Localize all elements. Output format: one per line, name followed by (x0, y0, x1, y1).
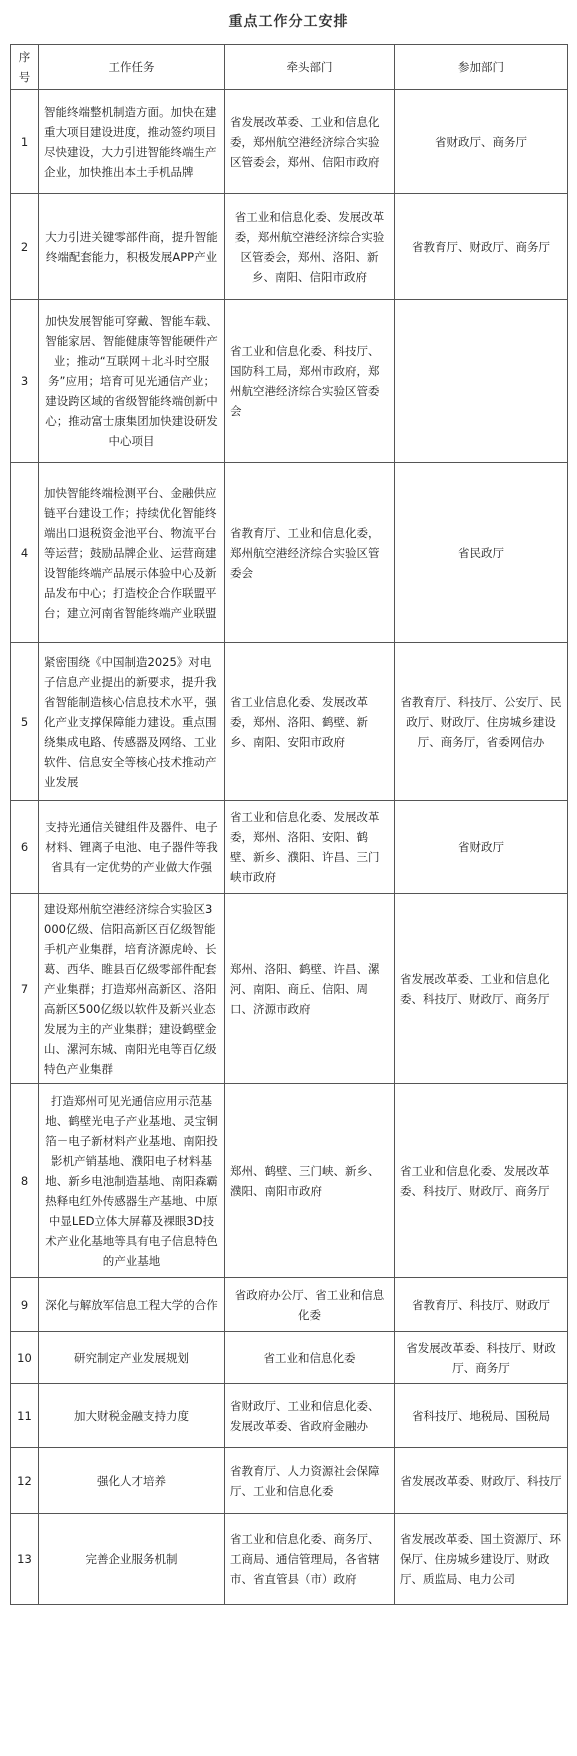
page-title: 重点工作分工安排 (228, 14, 349, 30)
cell-lead: 省工业和信息化委、商务厅、工商局、通信管理局，各省辖市、省直管县（市）政府 (225, 1514, 395, 1605)
cell-no: 9 (11, 1278, 39, 1332)
cell-participants: 省教育厅、财政厅、商务厅 (395, 194, 568, 300)
column-header-participants: 参加部门 (395, 45, 568, 90)
table-row (11, 1514, 568, 1605)
column-header-task: 工作任务 (39, 45, 225, 90)
cell-task: 建设郑州航空港经济综合实验区3000亿级、信阳高新区百亿级智能手机产业集群，培育济源虎岭、长葛、西华、睢县百亿级零部件配套产业集群；打造郑州高新区、洛阳高新区500亿级以软件及新兴业态发展为主的产业集群；建设鹤壁金山、漯河东城、南阳光电等百亿级特色产业集群 (39, 894, 225, 1084)
table-row (11, 1278, 568, 1332)
cell-no: 7 (11, 894, 39, 1084)
column-header-lead: 牵头部门 (225, 45, 395, 90)
table-row (11, 1084, 568, 1278)
cell-participants (395, 300, 568, 463)
cell-task: 强化人才培养 (39, 1448, 225, 1514)
column-header-no: 序号 (11, 45, 39, 90)
table-row (11, 463, 568, 643)
cell-lead: 省工业和信息化委、发展改革委，郑州航空港经济综合实验区管委会，郑州、洛阳、新乡、南阳、信阳市政府 (225, 194, 395, 300)
cell-lead: 郑州、洛阳、鹤壁、许昌、漯河、南阳、商丘、信阳、周口、济源市政府 (225, 894, 395, 1084)
cell-participants: 省发展改革委、财政厅、科技厅 (395, 1448, 568, 1514)
cell-task: 加快发展智能可穿戴、智能车载、智能家居、智能健康等智能硬件产业；推动“互联网＋北斗时空服务”应用；培育可见光通信产业；建设跨区域的省级智能终端创新中心；推动富士康集团加快建设研发中心项目 (39, 300, 225, 463)
cell-task: 大力引进关键零部件商，提升智能终端配套能力，积极发展APP产业 (39, 194, 225, 300)
cell-participants: 省发展改革委、国土资源厅、环保厅、住房城乡建设厅、财政厅、质监局、电力公司 (395, 1514, 568, 1605)
table-row (11, 90, 568, 194)
cell-lead: 省政府办公厅、省工业和信息化委 (225, 1278, 395, 1332)
table-row (11, 643, 568, 801)
cell-task: 研究制定产业发展规划 (39, 1332, 225, 1384)
cell-task: 加大财税金融支持力度 (39, 1384, 225, 1448)
cell-no: 4 (11, 463, 39, 643)
table-row (11, 894, 568, 1084)
cell-task: 智能终端整机制造方面。加快在建重大项目建设进度，推动签约项目尽快建设，大力引进智能终端生产企业，加快推出本土手机品牌 (39, 90, 225, 194)
cell-participants: 省财政厅、商务厅 (395, 90, 568, 194)
cell-no: 11 (11, 1384, 39, 1448)
cell-lead: 省教育厅、人力资源社会保障厅、工业和信息化委 (225, 1448, 395, 1514)
cell-lead: 省发展改革委、工业和信息化委，郑州航空港经济综合实验区管委会，郑州、信阳市政府 (225, 90, 395, 194)
cell-participants: 省教育厅、科技厅、公安厅、民政厅、财政厅、住房城乡建设厅、商务厅，省委网信办 (395, 643, 568, 801)
table-row (11, 801, 568, 894)
cell-task: 加快智能终端检测平台、金融供应链平台建设工作；持续优化智能终端出口退税资金池平台、物流平台等运营；鼓励品牌企业、运营商建设智能终端产品展示体验中心及新品发布中心；打造校企合作联盟平台；建立河南省智能终端产业联盟 (39, 463, 225, 643)
cell-task: 打造郑州可见光通信应用示范基地、鹤壁光电子产业基地、灵宝铜箔－电子新材料产业基地、南阳投影机产销基地、濮阳电子材料基地、新乡电池制造基地、南阳森霸热释电红外传感器生产基地、中原中显LED立体大屏幕及裸眼3D技术产业化基地等具有电子信息特色的产业基地 (39, 1084, 225, 1278)
cell-no: 2 (11, 194, 39, 300)
cell-participants: 省财政厅 (395, 801, 568, 894)
task-table (10, 44, 568, 1605)
cell-no: 3 (11, 300, 39, 463)
cell-task: 支持光通信关键组件及器件、电子材料、锂离子电池、电子器件等我省具有一定优势的产业做大作强 (39, 801, 225, 894)
cell-no: 6 (11, 801, 39, 894)
cell-no: 8 (11, 1084, 39, 1278)
cell-no: 5 (11, 643, 39, 801)
cell-lead: 省工业和信息化委、科技厅、国防科工局，郑州市政府，郑州航空港经济综合实验区管委会 (225, 300, 395, 463)
table-row (11, 1448, 568, 1514)
cell-participants: 省民政厅 (395, 463, 568, 643)
cell-lead: 省教育厅、工业和信息化委，郑州航空港经济综合实验区管委会 (225, 463, 395, 643)
table-row (11, 1332, 568, 1384)
cell-lead: 省财政厅、工业和信息化委、发展改革委、省政府金融办 (225, 1384, 395, 1448)
cell-participants: 省科技厅、地税局、国税局 (395, 1384, 568, 1448)
table-row (11, 300, 568, 463)
cell-no: 13 (11, 1514, 39, 1605)
cell-no: 1 (11, 90, 39, 194)
cell-task: 深化与解放军信息工程大学的合作 (39, 1278, 225, 1332)
table-row (11, 194, 568, 300)
cell-lead: 省工业和信息化委、发展改革委，郑州、洛阳、安阳、鹤壁、新乡、濮阳、许昌、三门峡市政府 (225, 801, 395, 894)
table-row (11, 1384, 568, 1448)
cell-participants: 省工业和信息化委、发展改革委、科技厅、财政厅、商务厅 (395, 1084, 568, 1278)
cell-no: 10 (11, 1332, 39, 1384)
cell-task: 紧密围绕《中国制造2025》对电子信息产业提出的新要求，提升我省智能制造核心信息技术水平，强化产业支撑保障能力建设。重点围绕集成电路、传感器及网络、工业软件、信息安全等核心技术推动产业发展 (39, 643, 225, 801)
cell-lead: 郑州、鹤壁、三门峡、新乡、濮阳、南阳市政府 (225, 1084, 395, 1278)
cell-participants: 省发展改革委、工业和信息化委、科技厅、财政厅、商务厅 (395, 894, 568, 1084)
table-header-row (11, 45, 568, 90)
cell-participants: 省教育厅、科技厅、财政厅 (395, 1278, 568, 1332)
cell-lead: 省工业和信息化委 (225, 1332, 395, 1384)
cell-lead: 省工业信息化委、发展改革委，郑州、洛阳、鹤壁、新乡、南阳、安阳市政府 (225, 643, 395, 801)
cell-participants: 省发展改革委、科技厅、财政厅、商务厅 (395, 1332, 568, 1384)
cell-task: 完善企业服务机制 (39, 1514, 225, 1605)
cell-no: 12 (11, 1448, 39, 1514)
